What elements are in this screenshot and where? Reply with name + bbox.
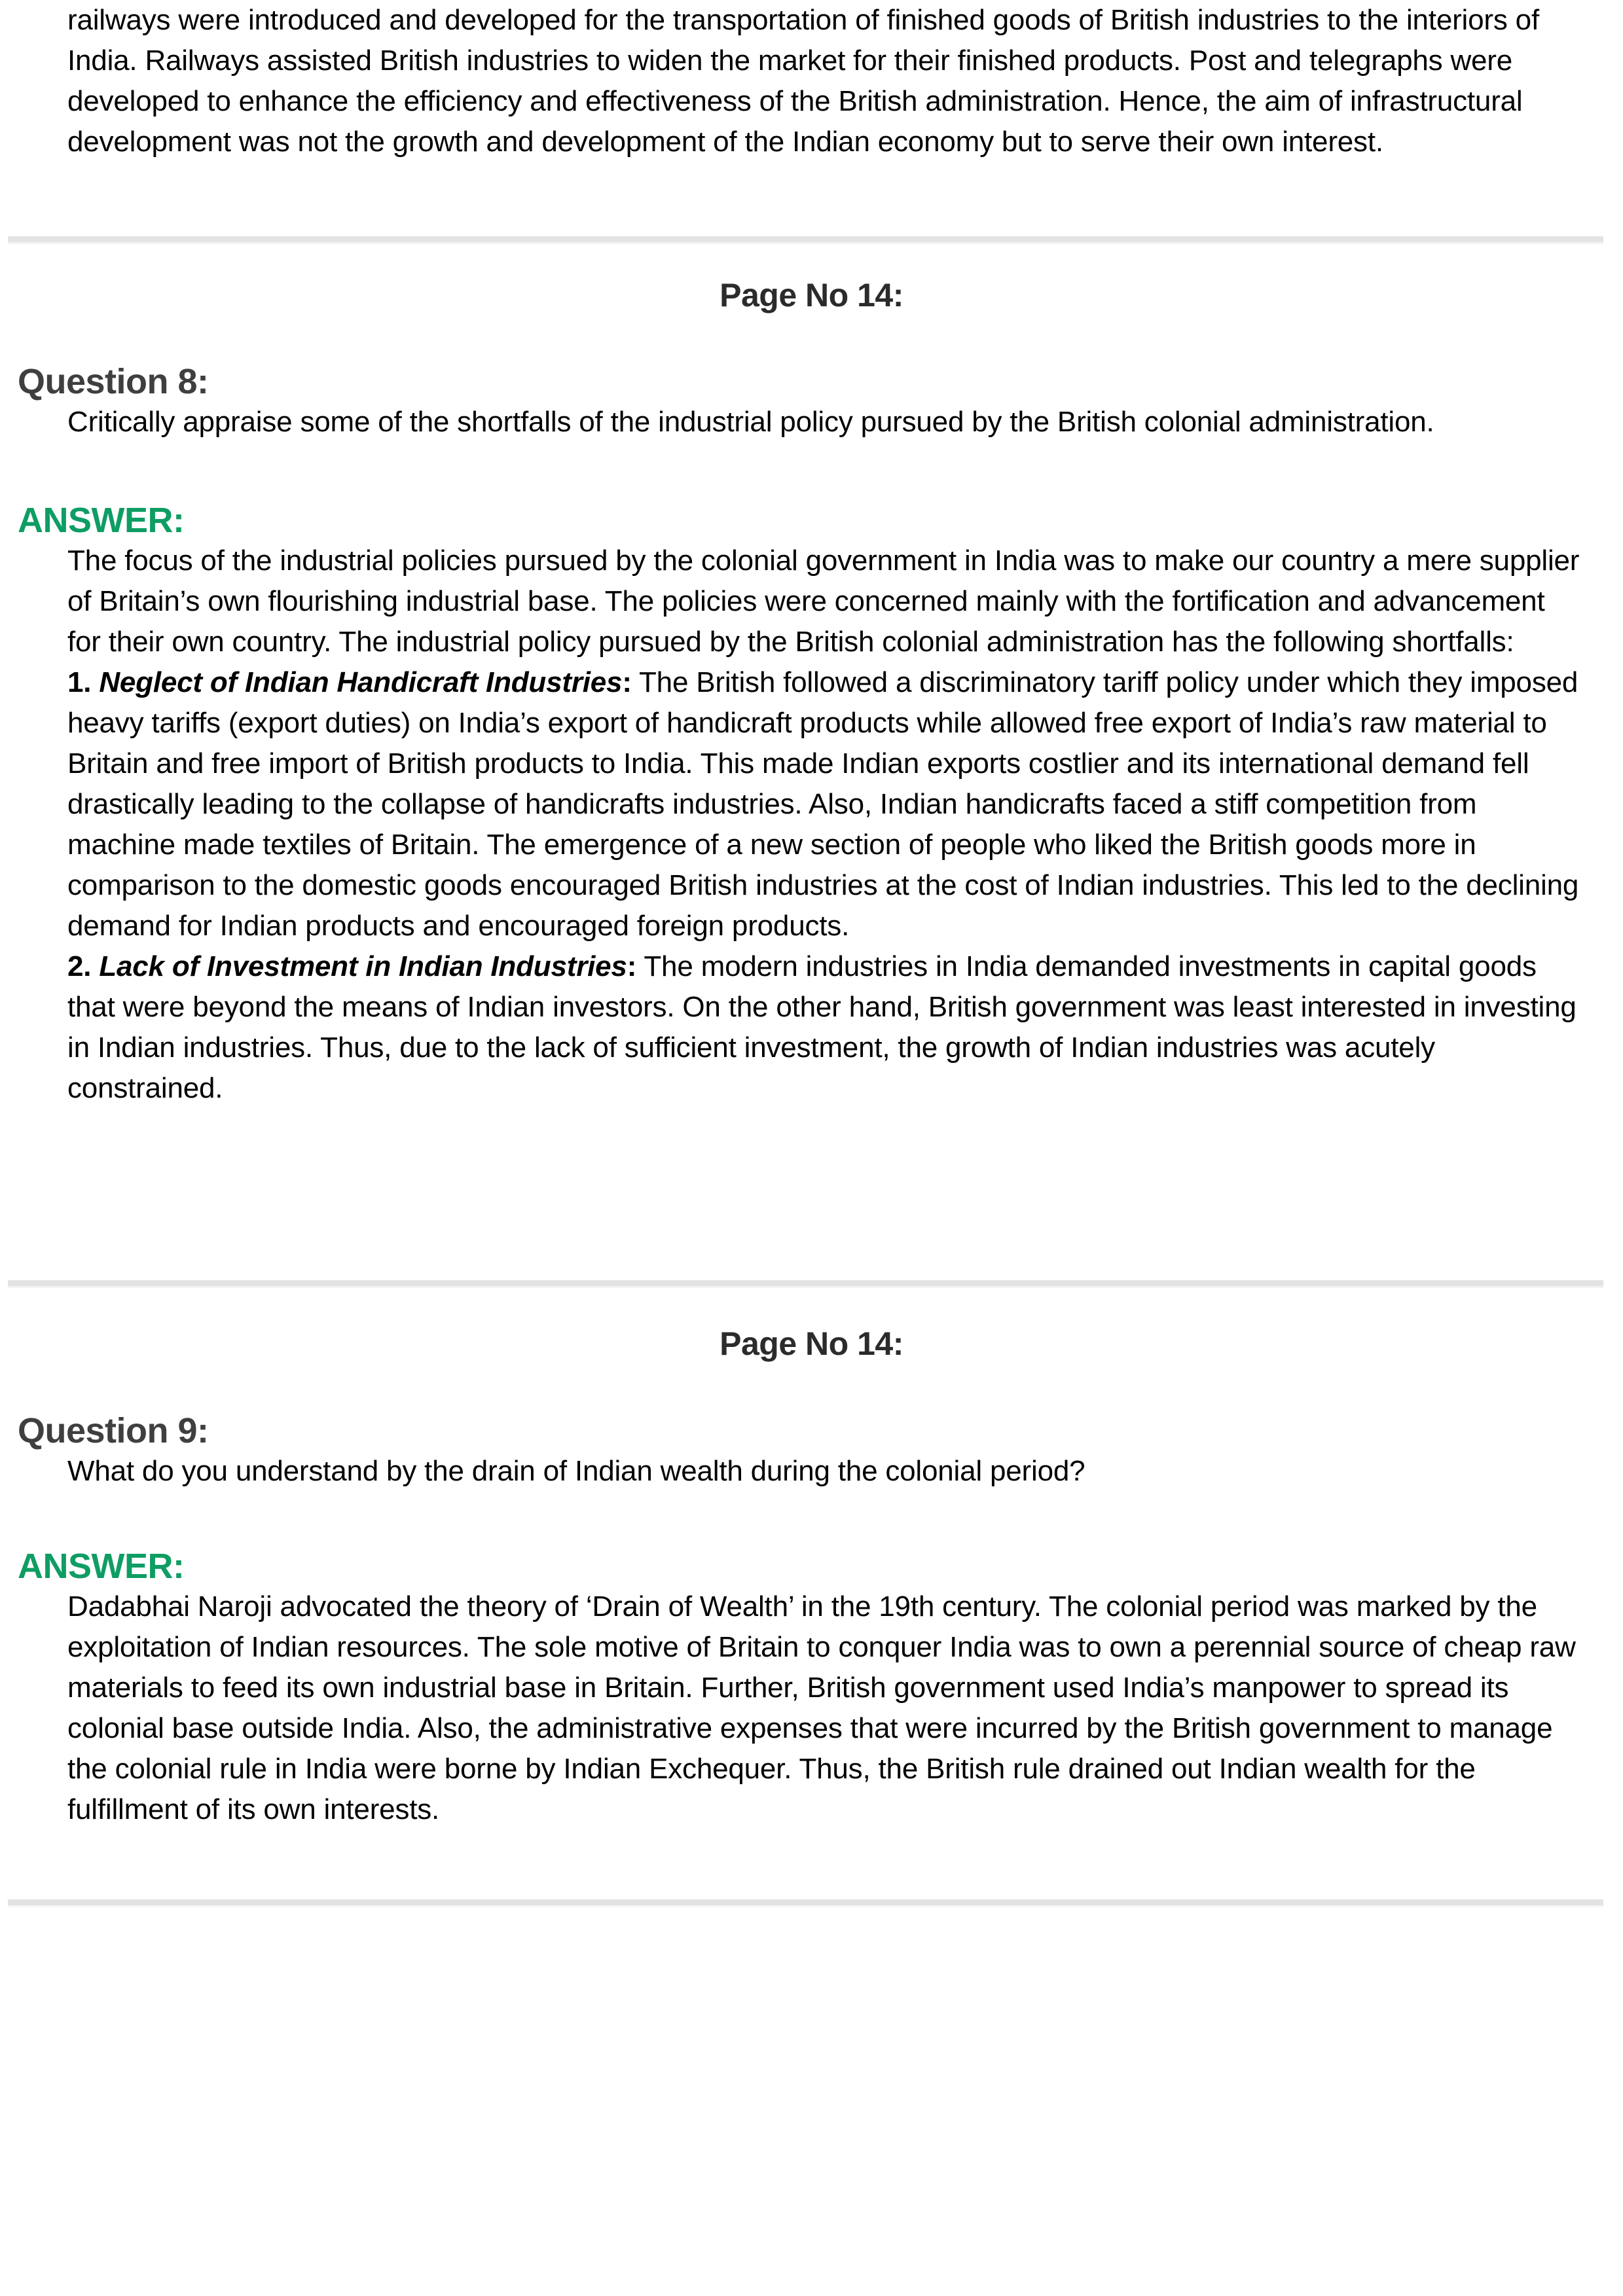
question-text: Critically appraise some of the shortfalls of the industrial policy pursued by the British colonial administration. xyxy=(67,406,1434,438)
answer-point-paragraph xyxy=(67,946,1582,1109)
answer-intro-paragraph: The focus of the industrial policies pursued by the colonial government in India was to make our country a mere supplier of Britain’s own flourishing industrial base. The policies were concerned mainly with the fortification and advancement for their own country. The industrial policy pursued by the British colonial administration has the following shortfalls: xyxy=(67,545,1580,658)
answer-point-paragraph xyxy=(67,662,1582,946)
point-text: The modern industries in India demanded investments in capital goods that were beyond the means of Indian investors. On the other hand, British government was least interested in investing in Indian industries. Thus, due to the lack of sufficient investment, the growth of Indian industries was acutely constrained. xyxy=(67,950,1577,1104)
paragraph-continuation: railways were introduced and developed for the transportation of finished goods of British industries to the interiors of India. Railways assisted British industries to widen the market for their finished products. Post and telegraphs were developed to enhance the efficiency and effectiveness of the British administration. Hence, the aim of infrastructural development was not the growth and development of the Indian economy but to serve their own interest. xyxy=(67,4,1539,158)
question-heading: Question 8: xyxy=(18,362,209,401)
question-heading: Question 9: xyxy=(18,1411,209,1450)
point-colon: : xyxy=(622,666,632,698)
question-text: What do you understand by the drain of Indian wealth during the colonial period? xyxy=(67,1455,1085,1487)
point-number: 2. xyxy=(67,950,92,982)
answer-paragraph: Dadabhai Naroji advocated the theory of ‘Drain of Wealth’ in the 19th century. The colonial period was marked by the exploitation of Indian resources. The sole motive of Britain to conquer India was to own a perennial source of cheap raw materials to feed its own industrial base in Britain. Further, British government used India’s manpower to spread its colonial base outside India. Also, the administrative expenses that were incurred by the British government to manage the colonial rule in India were borne by Indian Exchequer. Thus, the British rule drained out Indian wealth for the fulfillment of its own interests. xyxy=(67,1590,1576,1825)
page-number-heading: Page No 14: xyxy=(720,277,903,314)
answer-heading: ANSWER: xyxy=(18,1547,185,1586)
point-colon: : xyxy=(627,950,637,982)
answer-heading: ANSWER: xyxy=(18,501,185,540)
section-divider xyxy=(8,1280,1603,1288)
point-title: Lack of Investment in Indian Industries xyxy=(99,950,627,982)
page-number-heading: Page No 14: xyxy=(720,1325,903,1362)
section-divider xyxy=(8,1899,1603,1907)
point-title: Neglect of Indian Handicraft Industries xyxy=(99,666,623,698)
section-divider xyxy=(8,236,1603,244)
point-text: The British followed a discriminatory tariff policy under which they imposed heavy tariffs (export duties) on India’s export of handicraft products while allowed free export of India’s raw material to Britain and free import of British products to India. This made Indian exports costlier and its international demand fell drastically leading to the collapse of handicrafts industries. Also, Indian handicrafts faced a stiff competition from machine made textiles of Britain. The emergence of a new section of people who liked the British goods more in comparison to the domestic goods encouraged British industries at the cost of Indian industries. This led to the declining demand for Indian products and encouraged foreign products. xyxy=(67,666,1579,942)
point-number: 1. xyxy=(67,666,92,698)
